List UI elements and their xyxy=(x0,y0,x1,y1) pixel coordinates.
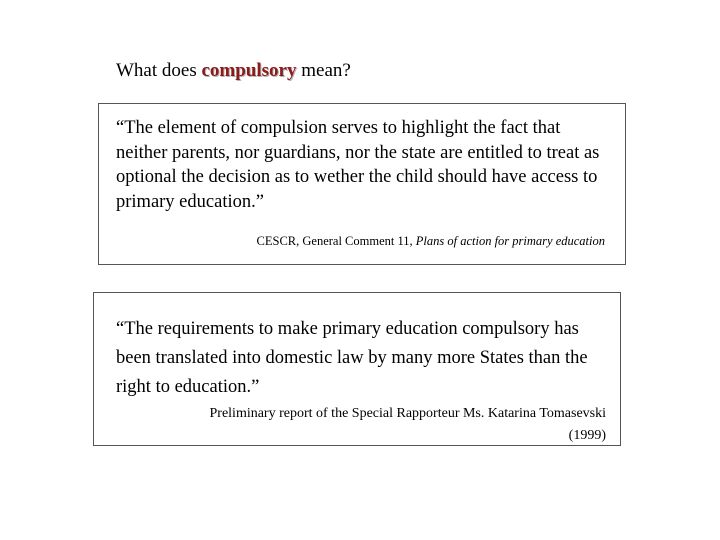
quote-box-special-rapporteur xyxy=(93,292,621,446)
source-year: (1999) xyxy=(568,428,606,443)
slide-title xyxy=(116,59,351,83)
quote-box-cescr xyxy=(98,103,626,265)
title-keyword: compulsory xyxy=(201,60,297,81)
source-document-title: Plans of action for primary education xyxy=(415,234,605,248)
quote-text: “The requirements to make primary education compulsory has been translated into domestic law by many more States than the right to education.” xyxy=(116,319,588,397)
source-author: CESCR, General Comment 11, xyxy=(256,234,413,248)
title-prefix: What does xyxy=(116,60,197,81)
quote-source xyxy=(257,233,605,249)
quote-text: “The element of compulsion serves to highlight the fact that neither parents, nor guardians, nor the state are entitled to treat as optional the decision as to wether the child should have access to primary education.” xyxy=(116,118,600,212)
title-suffix: mean? xyxy=(301,60,351,81)
source-author: Preliminary report of the Special Rapporteur Ms. Katarina Tomasevski xyxy=(209,406,606,421)
quote-source xyxy=(150,403,606,447)
